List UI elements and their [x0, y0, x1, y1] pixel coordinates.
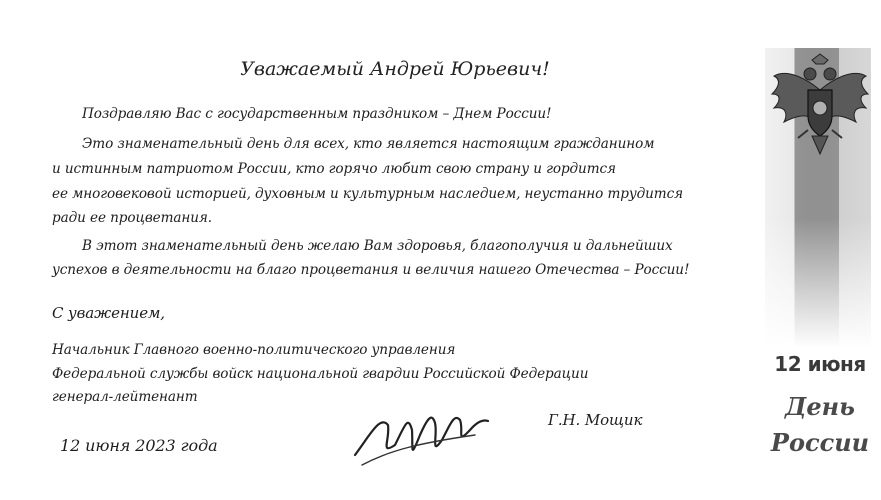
paragraph-2-line-1: Это знаменательный день для всех, кто является настоящим гражданином [82, 136, 655, 152]
signatory-title-line-1: Начальник Главного военно-политического управления [52, 342, 456, 358]
paragraph-1: Поздравляю Вас с государственным праздником – Днем России! [82, 106, 552, 122]
signatory-name: Г.Н. Мощик [548, 411, 643, 429]
double-headed-eagle-emblem-icon [768, 50, 872, 162]
paragraph-2-line-2: и истинным патриотом России, кто горячо любит свою страну и гордится [52, 161, 616, 177]
paragraph-2-line-4: ради ее процветания. [52, 210, 213, 226]
signatory-title-line-2: Федеральной службы войск национальной гвардии Российской Федерации [52, 366, 589, 382]
handwritten-signature [350, 395, 490, 475]
closing: С уважением, [52, 304, 165, 322]
paragraph-2-line-3: ее многовековой историей, духовным и культурным наследием, неустанно трудится [52, 186, 684, 202]
badge-russia: России [770, 428, 870, 457]
badge-day: День [785, 392, 855, 421]
paragraph-3-line-1: В этот знаменательный день желаю Вам здоровья, благополучия и дальнейших [82, 238, 673, 254]
letter-date: 12 июня 2023 года [60, 436, 218, 455]
salutation: Уважаемый Андрей Юрьевич! [240, 58, 550, 80]
signatory-rank: генерал-лейтенант [52, 389, 198, 405]
paragraph-3-line-2: успехов в деятельности на благо процветания и величия нашего Отечества – России! [52, 262, 690, 278]
badge-date: 12 июня [774, 352, 866, 376]
